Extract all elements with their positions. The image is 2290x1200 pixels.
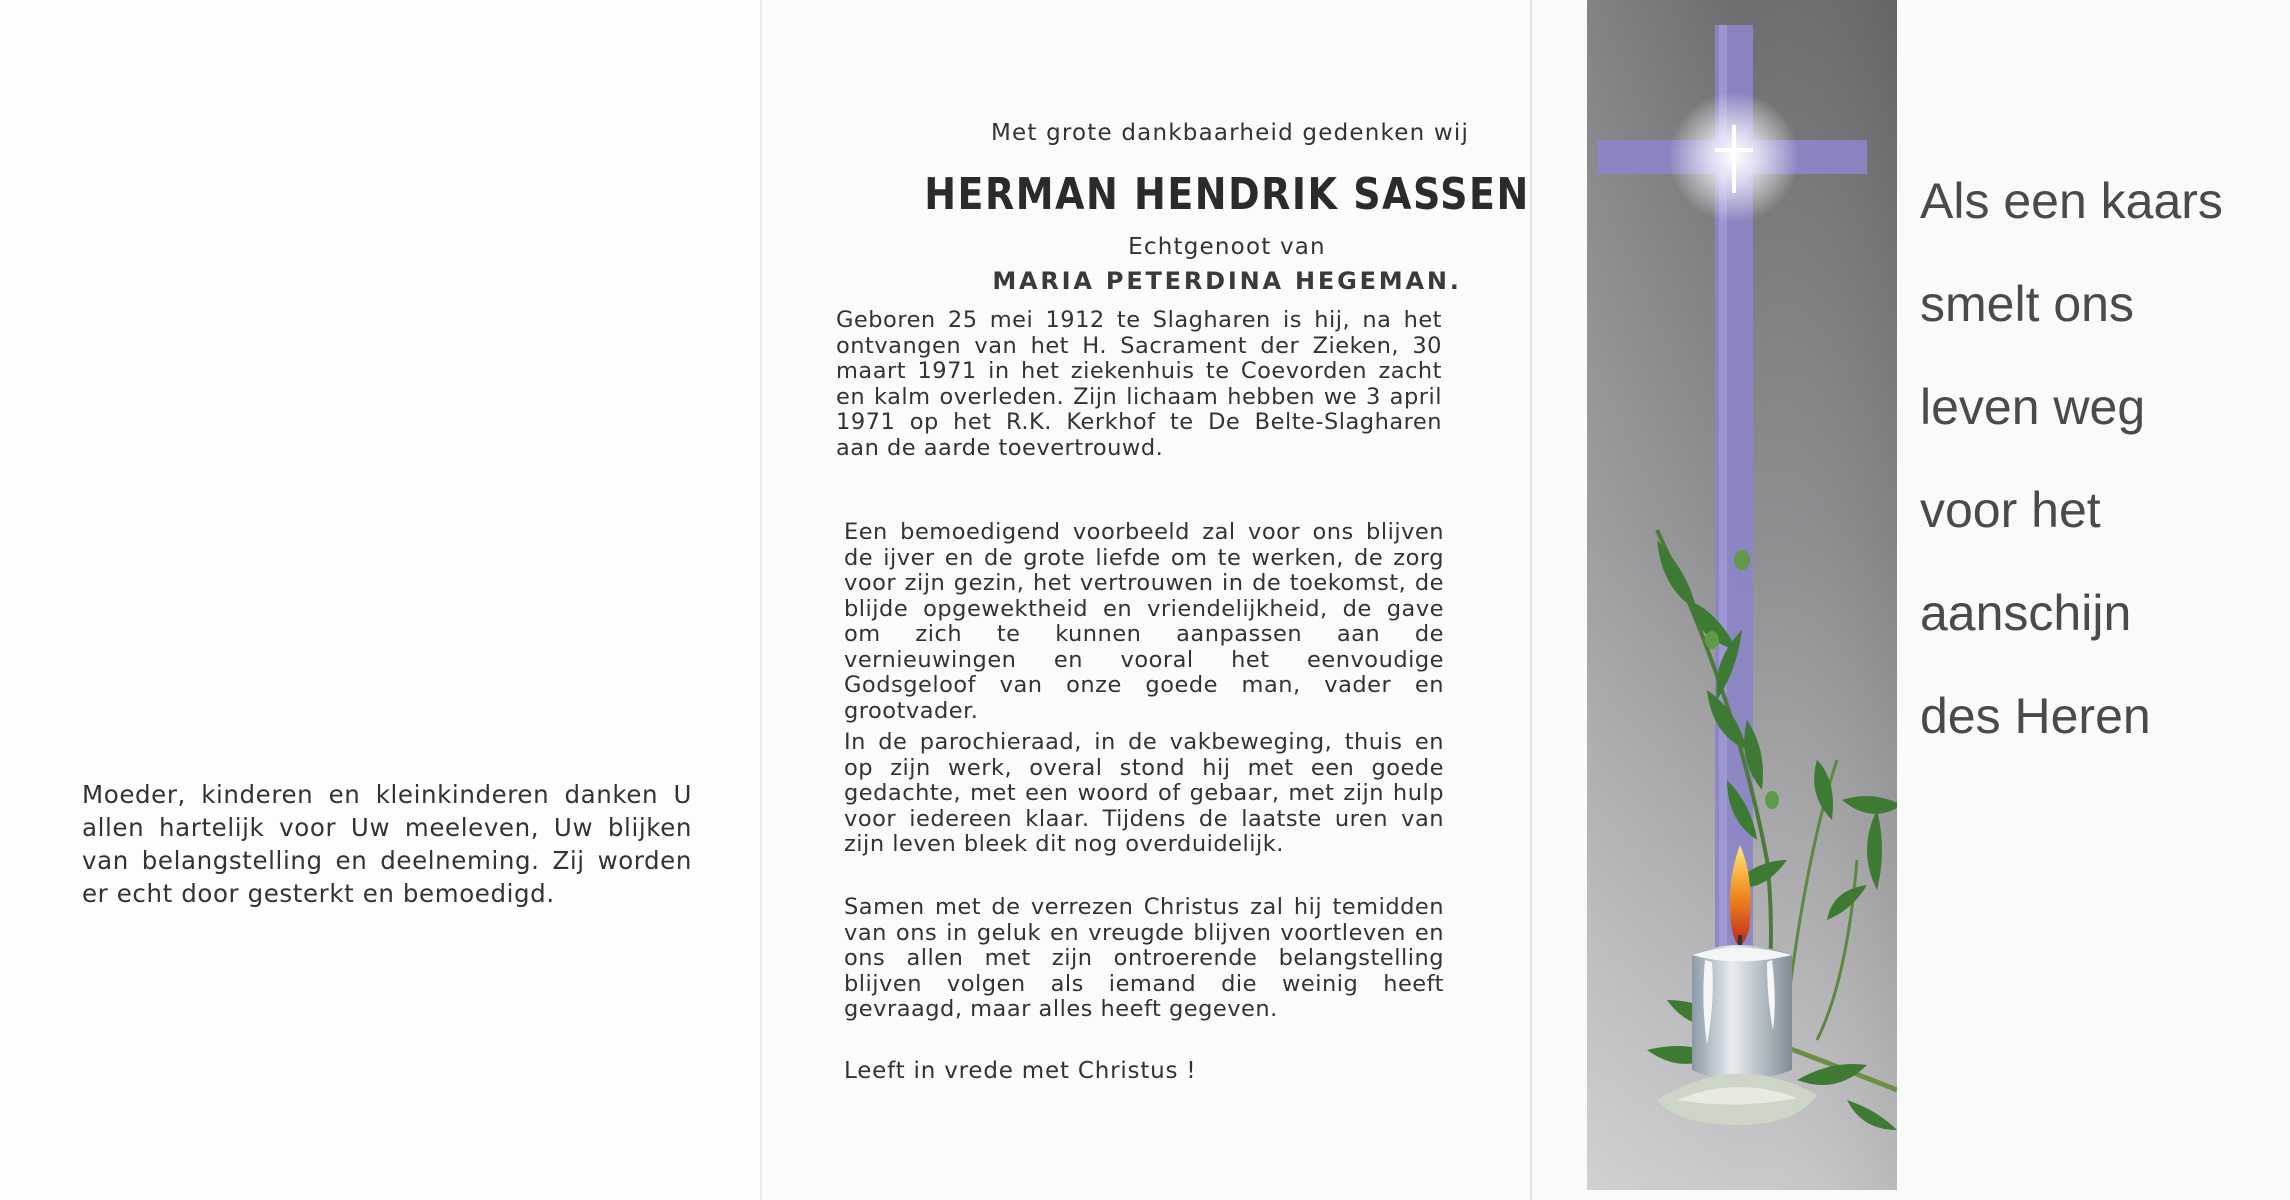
intro-line: Met grote dankbaarheid gedenken wij (990, 120, 1470, 146)
spouse-name: MARIA PETERDINA HEGEMAN. (992, 267, 1462, 295)
poem-line: Als een kaars (1920, 173, 2223, 229)
paragraph-community: In de parochieraad, in de vakbeweging, thuis en op zijn werk, overal stond hij met een goede gedachte, met een woord of gebaar, met zijn hulp voor iedereen klaar. Tijdens de laatste uren van zijn leven bleek dit nog overduidelijk. (844, 729, 1444, 857)
poem-line: smelt ons (1920, 276, 2134, 332)
poem-line: des Heren (1920, 688, 2151, 744)
right-panel (1530, 0, 2290, 1200)
paragraph-birth-death: Geboren 25 mei 1912 te Slagharen is hij, na het ontvangen van het H. Sacrament der Zieken, 30 maart 1971 in het ziekenhuis te Coevorden zacht en kalm overleden. Zijn lichaam hebben we 3 april 1971 op het R.K. Kerkhof te De Belte-Slagharen aan de aarde toevertrouwd. (836, 307, 1442, 461)
poem (1920, 150, 2280, 768)
closing-line: Leeft in vrede met Christus ! (844, 1058, 1197, 1084)
middle-panel (760, 0, 1532, 1200)
paragraph-christ: Samen met de verrezen Christus zal hij temidden van ons in geluk en vreugde blijven voortleven en ons allen met zijn ontroerende belangstelling blijven volgen als iemand die weinig heeft gevraagd, maar alles heeft gegeven. (844, 894, 1444, 1022)
left-panel (0, 0, 760, 1200)
thanks-text: Moeder, kinderen en kleinkinderen danken U allen hartelijk voor Uw meeleven, Uw blijken van belangstelling en deelneming. Zij worden er echt door gesterkt en bemoedigd. (82, 780, 692, 908)
poem-line: aanschijn (1920, 585, 2132, 641)
spouse-label: Echtgenoot van (1128, 234, 1326, 260)
paragraph-example: Een bemoedigend voorbeeld zal voor ons blijven de ijver en de grote liefde om te werken, de zorg voor zijn gezin, het vertrouwen in de toekomst, de blijde opgewektheid en vriendelijkheid, de gave om zich te kunnen aanpassen aan de vernieuwingen en vooral het eenvoudige Godsgeloof van onze goede man, vader en grootvader. (844, 519, 1444, 724)
poem-line: leven weg (1920, 379, 2146, 435)
deceased-name: HERMAN HENDRIK SASSEN (924, 168, 1530, 220)
poem-line: voor het (1920, 482, 2101, 538)
cross-candle-icon (1587, 0, 1897, 1190)
